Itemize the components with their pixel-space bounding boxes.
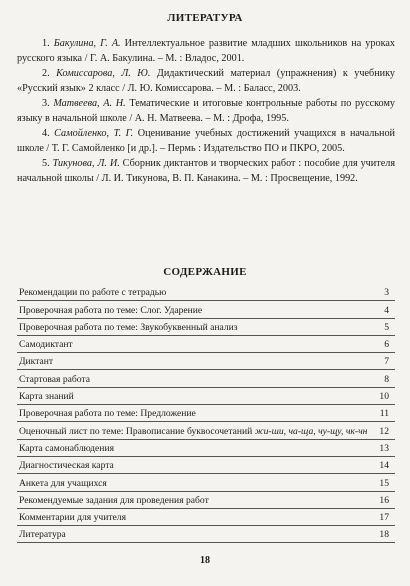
page-number: 18 [200, 555, 210, 566]
reference-author: Матвеева, А. Н. [53, 98, 126, 109]
contents-page-number: 13 [379, 442, 389, 454]
reference-number: 3. [42, 98, 50, 109]
contents-row[interactable] [17, 301, 395, 318]
contents-page-number: 6 [384, 339, 389, 351]
reference-list [17, 36, 395, 186]
contents-title: Проверочная работа по теме: Звукобуквенный анализ [19, 321, 238, 333]
reference-item [17, 36, 395, 66]
contents-title: Диагностическая карта [19, 460, 114, 472]
contents-page-number: 5 [384, 321, 389, 333]
contents-row[interactable] [17, 492, 395, 509]
reference-number: 2. [42, 68, 50, 79]
contents-row[interactable] [17, 457, 395, 474]
contents-title: Стартовая работа [19, 373, 91, 385]
reference-item [17, 66, 395, 96]
contents-title-examples: жи-ши, ча-ща, чу-щу, чк-чн [254, 425, 368, 437]
contents-row[interactable] [17, 509, 395, 526]
contents-title: Анкета для учащихся [19, 477, 107, 489]
reference-number: 5. [42, 158, 50, 169]
reference-text: Тематические и итоговые контрольные работы по русскому языку в начальной школе / А. Н. Матвеева. – М. : Дрофа, 1995. [17, 98, 396, 124]
contents-page-number: 12 [379, 425, 389, 437]
contents-page-number: 10 [379, 391, 389, 403]
contents-title: Проверочная работа по теме: Слог. Ударение [19, 304, 203, 316]
contents-row[interactable] [17, 319, 395, 336]
contents-row[interactable] [17, 526, 395, 543]
contents-page-number: 4 [384, 304, 389, 316]
contents-title: Карта знаний [19, 391, 74, 403]
contents-title-text: Оценочный лист по теме: Правописание буквосочетаний [19, 425, 255, 437]
reference-author: Самойленко, Т. Г. [54, 128, 134, 139]
contents-page-number: 17 [379, 512, 389, 524]
reference-author: Тикунова, Л. И. [52, 158, 120, 169]
reference-item [17, 126, 395, 156]
reference-author: Комиссарова, Л. Ю. [56, 68, 151, 79]
contents-title: Самодиктант [19, 339, 73, 351]
contents-page-number: 3 [384, 287, 389, 299]
contents-title: Литература [19, 529, 66, 541]
contents-row[interactable] [17, 284, 395, 301]
contents-row[interactable] [17, 353, 395, 370]
contents-row[interactable] [17, 440, 395, 457]
contents-page-number: 8 [384, 373, 389, 385]
reference-item [17, 156, 395, 186]
reference-text: Оценивание учебных достижений учащихся в начальной школе / Т. Г. Самойленко [и др.]. – Пермь : Издательство ПО и ПКРО, 2005. [17, 128, 395, 154]
reference-text: Дидактический материал (упражнения) к учебнику «Русский язык» 2 класс / Л. Ю. Комиссарова. – М. : Баласс, 2003. [17, 68, 396, 94]
reference-author: Бакулина, Г. А. [53, 38, 121, 49]
contents-row[interactable] [17, 388, 395, 405]
contents-title: Рекомендуемые задания для проведения работ [19, 494, 209, 506]
contents-title: Карта самонаблюдения [19, 442, 114, 454]
contents-heading: СОДЕРЖАНИЕ [163, 266, 247, 278]
contents-title [19, 426, 367, 437]
reference-number: 4. [42, 128, 50, 139]
contents-page-number: 15 [379, 477, 389, 489]
contents-row[interactable] [17, 370, 395, 387]
reference-text: Сборник диктантов и творческих работ : пособие для учителя начальной школы / Л. И. Тикунова, В. П. Канакина. – М. : Просвещение, 1992. [17, 158, 396, 184]
contents-row[interactable] [17, 405, 395, 422]
reference-number: 1. [42, 38, 50, 49]
contents-title: Проверочная работа по теме: Предложение [19, 408, 196, 420]
reference-text: Интеллектуальное развитие младших школьников на уроках русского языка / Г. А. Бакулина. – М. : Владос, 2001. [17, 38, 396, 64]
contents-row[interactable] [17, 474, 395, 491]
contents-row[interactable] [17, 422, 395, 439]
contents-page-number: 11 [379, 408, 389, 420]
contents-title: Комментарии для учителя [19, 512, 126, 524]
contents-page-number: 18 [379, 529, 389, 541]
contents-title: Рекомендации по работе с тетрадью [19, 287, 167, 299]
contents-page-number: 14 [379, 460, 389, 472]
literature-heading: ЛИТЕРАТУРА [167, 12, 243, 24]
contents-page-number: 16 [379, 494, 389, 506]
contents-table [17, 284, 395, 543]
reference-item [17, 96, 395, 126]
contents-title: Диктант [19, 356, 54, 368]
contents-page-number: 7 [384, 356, 389, 368]
contents-row[interactable] [17, 336, 395, 353]
